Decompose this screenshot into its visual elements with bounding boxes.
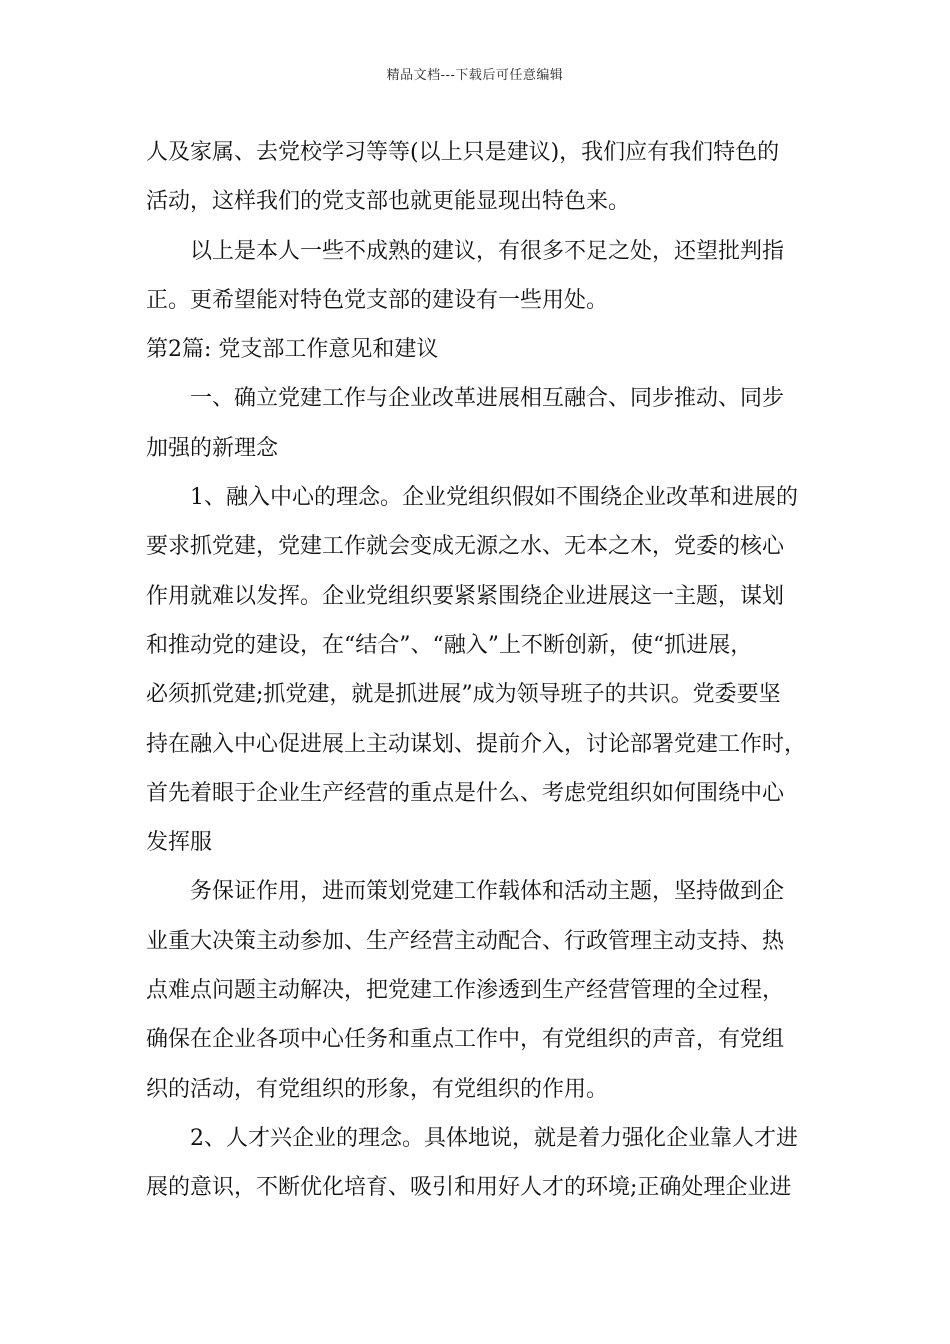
section-heading: 第2篇: 党支部工作意见和建议 [146, 337, 439, 363]
text-line: 一、确立党建工作与企业改革进展相互融合、同步推动、同步 [190, 386, 785, 412]
text-line: 人及家属、去党校学习等等(以上只是建议)，我们应有我们特色的 [146, 140, 780, 165]
text-line: 2、人才兴企业的理念。具体地说，就是着力强化企业靠人才进 [190, 1125, 798, 1151]
text-line: 加强的新理念 [146, 435, 279, 461]
document-body [146, 128, 826, 1213]
text-line: 发挥服 [146, 830, 213, 856]
text-line: 点难点问题主动解决，把党建工作渗透到生产经营管理的全过程， [146, 978, 785, 1004]
text-line: 要求抓党建，党建工作就会变成无源之水、无本之木，党委的核心 [146, 534, 785, 560]
text-line: 作用就难以发挥。企业党组织要紧紧围绕企业进展这一主题，谋划 [146, 583, 785, 609]
text-line: 正。更希望能对特色党支部的建设有一些用处。 [146, 287, 609, 313]
text-line: 活动，这样我们的党支部也就更能显现出特色来。 [146, 189, 631, 215]
text-line: 确保在企业各项中心任务和重点工作中，有党组织的声音，有党组 [146, 1027, 785, 1053]
text-line: 首先着眼于企业生产经营的重点是什么、考虑党组织如何围绕中心 [146, 780, 785, 806]
text-line: 持在融入中心促进展上主动谋划、提前介入，讨论部署党建工作时， [146, 731, 807, 757]
text-line: 1、融入中心的理念。企业党组织假如不围绕企业改革和进展的 [190, 485, 798, 511]
text-line: 必须抓党建;抓党建，就是抓进展”成为领导班子的共识。党委要坚 [146, 682, 781, 708]
text-line: 织的活动，有党组织的形象，有党组织的作用。 [146, 1076, 609, 1102]
text-line: 展的意识，不断优化培育、吸引和用好人才的环境;正确处理企业进 [146, 1175, 792, 1201]
page-header: 精品文档---下载后可任意编辑 [386, 68, 564, 83]
text-line: 业重大决策主动参加、生产经营主动配合、行政管理主动支持、热 [146, 928, 785, 954]
text-line: 以上是本人一些不成熟的建议，有很多不足之处，还望批判指 [190, 238, 785, 264]
text-line: 和推动党的建设，在“结合”、“融入”上不断创新，使“抓进展， [146, 632, 753, 658]
text-line: 务保证作用，进而策划党建工作载体和活动主题，坚持做到企 [190, 879, 785, 905]
